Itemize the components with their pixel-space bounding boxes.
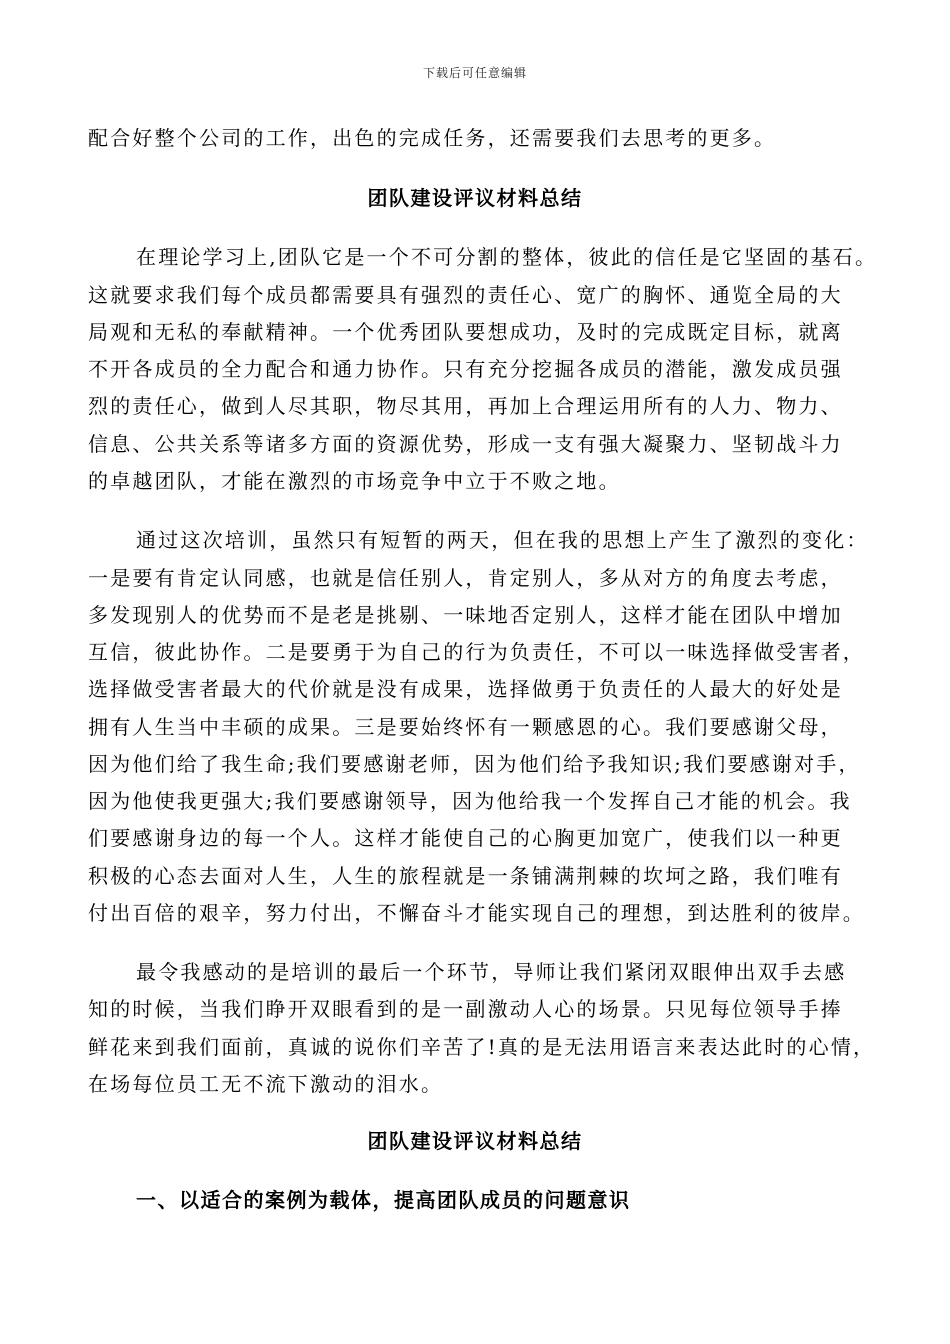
text-line: 这就要求我们每个成员都需要具有强烈的责任心、宽广的胸怀、通览全局的大 — [88, 283, 843, 307]
text-line: 拥有人生当中丰硕的成果。三是要始终怀有一颗感恩的心。我们要感谢父母， — [88, 715, 843, 739]
section-subheading: 一、以适合的案例为载体，提高团队成员的问题意识 — [136, 1188, 631, 1212]
text-line: 在场每位员工无不流下激动的泪水。 — [88, 1072, 444, 1096]
text-line: 的卓越团队，才能在激烈的市场竞争中立于不败之地。 — [88, 469, 621, 493]
text-line: 不开各成员的全力配合和通力协作。只有充分挖掘各成员的潜能，激发成员强 — [88, 357, 843, 381]
text-line: 知的时候，当我们睁开双眼看到的是一副激动人心的场景。只见每位领导手捧 — [88, 997, 843, 1021]
text-line: 多发现别人的优势而不是老是挑剔、一味地否定别人，这样才能在团队中增加 — [88, 603, 843, 627]
text-line: 付出百倍的艰辛，努力付出，不懈奋斗才能实现自己的理想，到达胜利的彼岸。 — [88, 901, 865, 925]
text-line: 在理论学习上,团队它是一个不可分割的整体，彼此的信任是它坚固的基石。 — [136, 245, 878, 269]
text-line: 信息、公共关系等诸多方面的资源优势，形成一支有强大凝聚力、坚韧战斗力 — [88, 432, 843, 456]
text-line: 鲜花来到我们面前，真诚的说你们辛苦了!真的是无法用语言来表达此时的心情， — [88, 1035, 876, 1059]
text-line: 因为他们给了我生命;我们要感谢老师，因为他们给予我知识;我们要感谢对手， — [88, 752, 861, 776]
text-line: 通过这次培训，虽然只有短暂的两天，但在我的思想上产生了激烈的变化： — [136, 528, 869, 552]
text-line: 因为他使我更强大;我们要感谢领导，因为他给我一个发挥自己才能的机会。我 — [88, 789, 852, 813]
page-header: 下载后可任意编辑 — [422, 66, 527, 80]
text-line: 们要感谢身边的每一个人。这样才能使自己的心胸更加宽广，使我们以一种更 — [88, 826, 843, 850]
intro-line: 配合好整个公司的工作，出色的完成任务，还需要我们去思考的更多。 — [88, 126, 777, 150]
text-line: 互信，彼此协作。二是要勇于为自己的行为负责任，不可以一味选择做受害者， — [88, 640, 865, 664]
text-line: 一是要有肯定认同感，也就是信任别人，肯定别人，多从对方的角度去考虑， — [88, 566, 843, 590]
text-line: 积极的心态去面对人生，人生的旅程就是一条铺满荆棘的坎坷之路，我们唯有 — [88, 864, 843, 888]
text-line: 局观和无私的奉献精神。一个优秀团队要想成功，及时的完成既定目标，就离 — [88, 320, 843, 344]
text-line: 选择做受害者最大的代价就是没有成果，选择做勇于负责任的人最大的好处是 — [88, 677, 843, 701]
section-title-1: 团队建设评议材料总结 — [367, 186, 583, 210]
text-line: 烈的责任心，做到人尽其职，物尽其用，再加上合理运用所有的人力、物力、 — [88, 394, 843, 418]
section-title-2: 团队建设评议材料总结 — [367, 1129, 583, 1153]
text-line: 最令我感动的是培训的最后一个环节，导师让我们紧闭双眼伸出双手去感 — [136, 960, 847, 984]
